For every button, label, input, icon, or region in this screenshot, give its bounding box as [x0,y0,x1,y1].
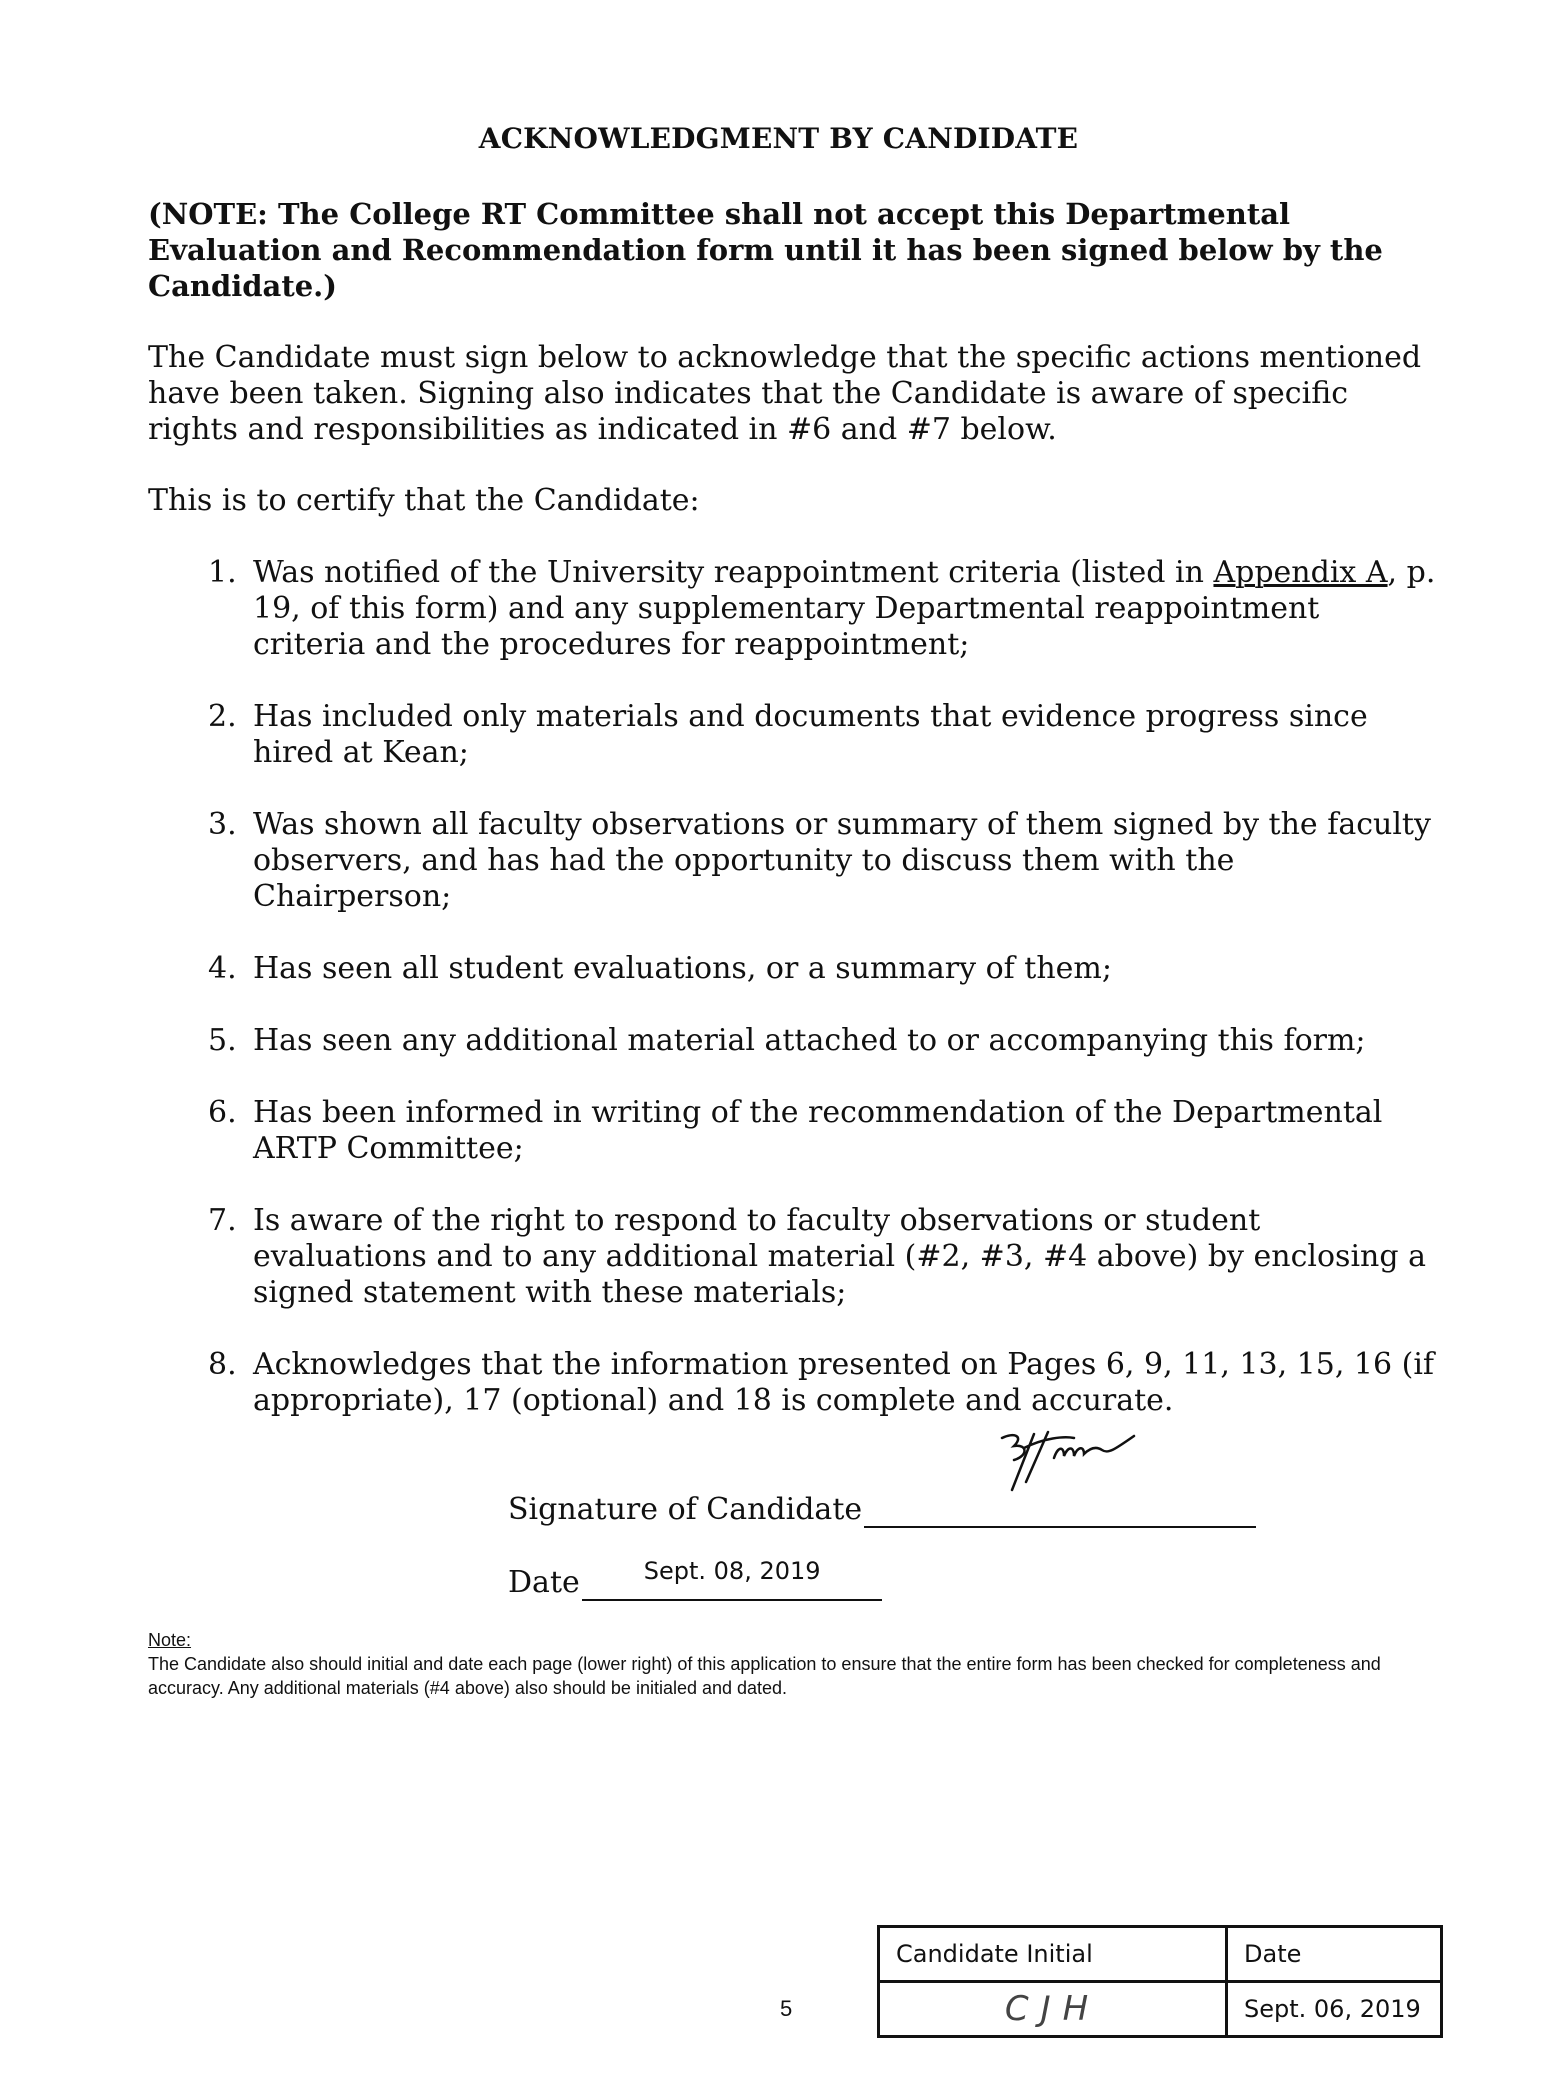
page-number: 5 [780,1996,793,2021]
list-item [148,807,1438,915]
list-item-text: Is aware of the right to respond to faculty observations or student evaluations and to any additional material (#2, #3, #4 above) by enclosing a signed statement with these materials; [253,1203,1426,1310]
list-item-number: 8. [208,1347,237,1382]
appendix-a-link[interactable]: Appendix A [1213,555,1388,590]
list-item [148,1023,1438,1059]
list-item-text: Has included only materials and documents that evidence progress since hired at Kean; [253,699,1368,770]
list-item [148,1347,1438,1419]
list-item [148,951,1438,987]
list-item-number: 7. [208,1203,237,1238]
list-item-text: Has seen any additional material attached to or accompanying this form; [253,1023,1366,1058]
date-label: Date [508,1565,580,1600]
date-value: Sept. 08, 2019 [643,1557,821,1585]
initials-date-cell[interactable]: Sept. 06, 2019 [1227,1982,1442,2037]
small-note-text: The Candidate also should initial and date each page (lower right) of this application to ensure that the entire form has been checked for completeness and accuracy. Any additional materials (#4 above) also should be initialed and dated. [148,1654,1381,1698]
initials-header-initial: Candidate Initial [879,1927,1227,1982]
list-item-text: Has been informed in writing of the recommendation of the Departmental ARTP Committee; [253,1095,1383,1166]
small-note-label: Note: [148,1630,192,1650]
list-item-number: 3. [208,807,237,842]
list-item [148,1095,1438,1167]
certification-list [148,555,1438,1455]
intro-paragraph: The Candidate must sign below to acknowledge that the specific actions mentioned have been taken. Signing also indicates that the Candidate is aware of specific rights and responsibilities as indicated in #6 and #7 below. [148,340,1422,447]
list-item-text: Was shown all faculty observations or summary of them signed by the faculty observers, and has had the opportunity to discuss them with the Chairperson; [253,807,1431,914]
list-item-text: Was notified of the University reappointment criteria (listed in Appendix A, p. 19, of this form) and any supplementary Departmental reappointment criteria and the procedures for reappointment; [253,555,1436,662]
committee-note: (NOTE: The College RT Committee shall not accept this Departmental Evaluation and Recommendation form until it has been signed below by the Candidate.) [148,197,1383,303]
small-note [148,1628,1438,1700]
initials-value: CJH [1004,1989,1101,2029]
initials-table [877,1925,1443,2038]
handwritten-signature [984,1424,1154,1494]
list-item [148,555,1438,663]
list-item-number: 4. [208,951,237,986]
certify-line: This is to certify that the Candidate: [148,483,700,518]
list-item-number: 1. [208,555,237,590]
date-row [508,1557,882,1601]
initials-header-date: Date [1227,1927,1442,1982]
page-title: ACKNOWLEDGMENT BY CANDIDATE [478,122,1079,155]
signature-label: Signature of Candidate [508,1492,863,1527]
date-field[interactable] [582,1557,882,1601]
list-item-text: Has seen all student evaluations, or a summary of them; [253,951,1112,986]
initials-cell[interactable] [879,1982,1227,2037]
list-item [148,1203,1438,1311]
list-item-text: Acknowledges that the information presented on Pages 6, 9, 11, 13, 15, 16 (if appropriate), 17 (optional) and 18 is complete and accurate. [253,1347,1435,1418]
list-item-number: 2. [208,699,237,734]
list-item [148,699,1438,771]
signature-field[interactable] [864,1496,1256,1528]
list-item-number: 6. [208,1095,237,1130]
list-item-number: 5. [208,1023,237,1058]
signature-row [508,1492,1256,1528]
